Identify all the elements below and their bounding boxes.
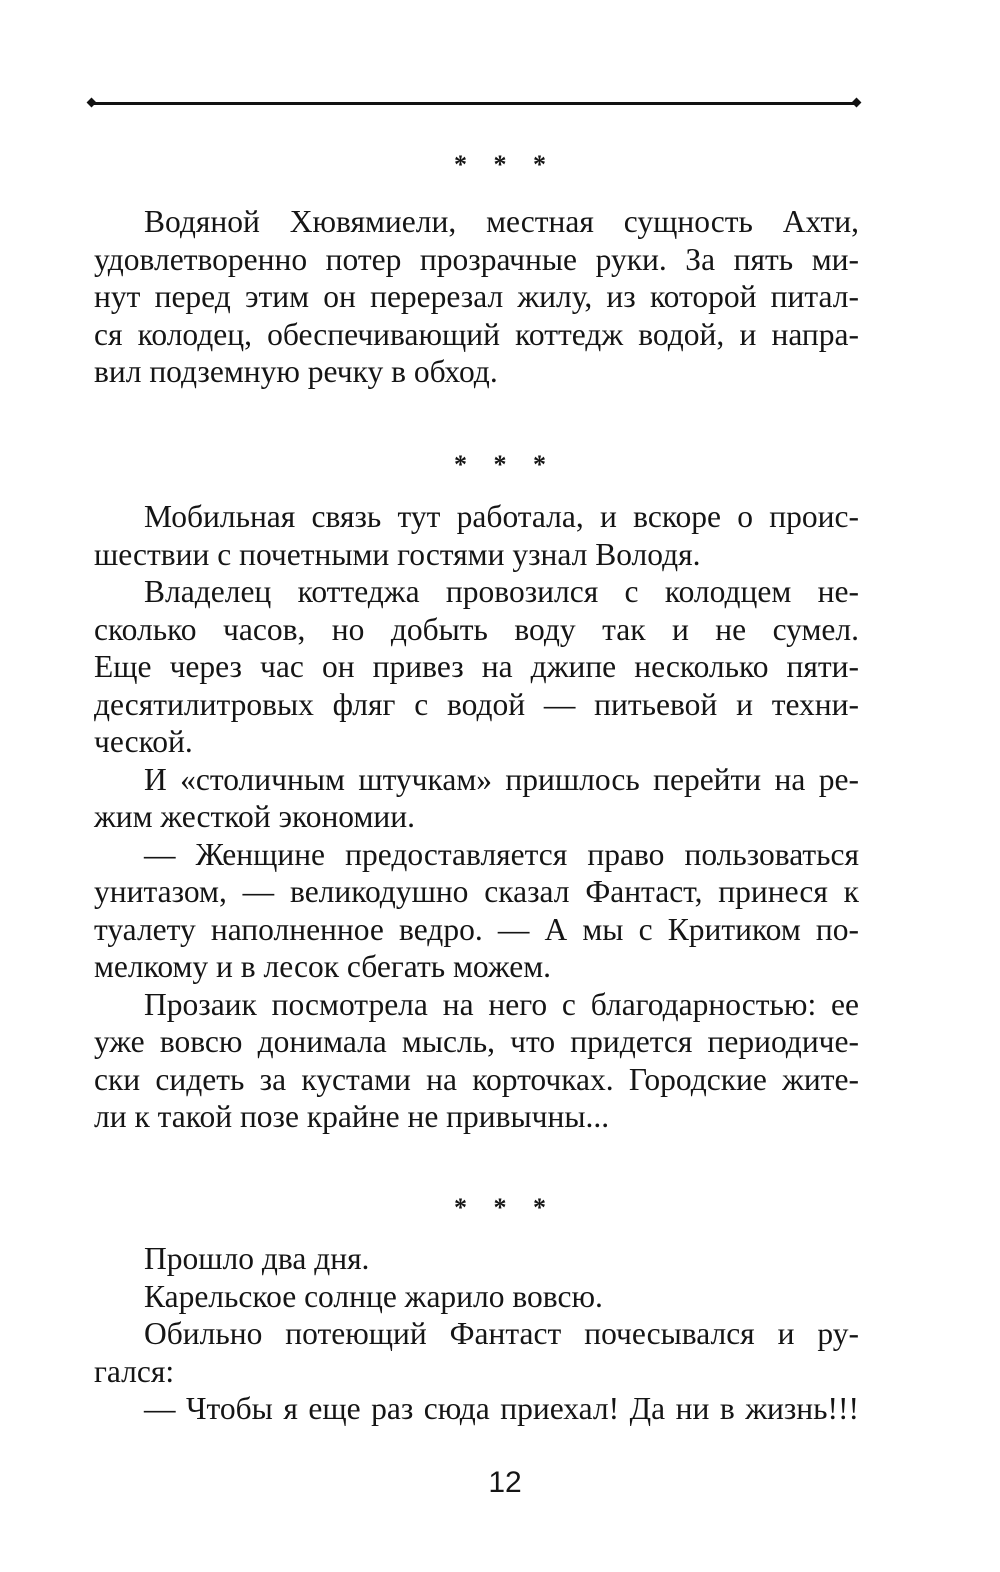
text-line: ли к такой позе крайне не привычны...: [94, 1099, 610, 1134]
text-line: сколько часов, но добыть воду так и не сумел.: [94, 611, 859, 647]
text-line: И «столичным штучкам» пришлось перейти на ре-: [144, 761, 859, 797]
text-line: удовлетворенно потер прозрачные руки. За пять ми-: [94, 241, 859, 277]
text-line: Обильно потеющий Фантаст почесывался и ру-: [144, 1316, 859, 1351]
text-line: Прозаик посмотрела на него с благодарностью: ее: [144, 986, 859, 1022]
text-line: — Чтобы я еще раз сюда приехал! Да ни в жизнь!!!: [144, 1391, 859, 1426]
section-3-text: [94, 1240, 859, 1428]
text-line: Еще через час он привез на джипе несколько пяти-: [94, 649, 859, 684]
section-separator-1: * * *: [454, 150, 556, 179]
text-line: — Женщине предоставляется право пользоваться: [144, 836, 859, 872]
text-line: ски сидеть за кустами на корточках. Городские жите-: [94, 1061, 859, 1097]
text-line: жим жесткой экономии.: [94, 799, 415, 834]
text-line: Прошло два дня.: [144, 1241, 370, 1276]
text-line: Владелец коттеджа провозился с колодцем не-: [144, 574, 859, 609]
text-line: ческой.: [94, 724, 193, 759]
text-line: Мобильная связь тут работала, и вскоре о проис-: [144, 499, 859, 534]
text-line: Карельское солнце жарило вовсю.: [144, 1278, 603, 1314]
text-line: шествии с почетными гостями узнал Володя.: [94, 536, 701, 572]
text-line: уже вовсю донимала мысль, что придется периодиче-: [94, 1024, 859, 1059]
text-line: нут перед этим он перерезал жилу, из которой питал-: [94, 279, 859, 314]
text-line: гался:: [94, 1353, 175, 1389]
text-line: ся колодец, обеспечивающий коттедж водой, и напра-: [94, 316, 859, 352]
text-line: мелкому и в лесок сбегать можем.: [94, 949, 552, 984]
text-line: унитазом, — великодушно сказал Фантаст, принеся к: [94, 874, 859, 909]
text-line: вил подземную речку в обход.: [94, 354, 498, 389]
page-number: 12: [488, 1466, 522, 1499]
section-separator-2: * * *: [454, 450, 556, 479]
text-line: Водяной Хювямиели, местная сущность Ахти,: [144, 204, 859, 239]
section-separator-3: * * *: [454, 1193, 556, 1222]
header-rule: [94, 102, 854, 105]
section-1-text: [94, 203, 859, 391]
text-line: туалету наполненное ведро. — А мы с Критиком по-: [94, 911, 859, 947]
text-line: десятилитровых фляг с водой — питьевой и техни-: [94, 686, 859, 722]
section-2-text: [94, 498, 859, 1136]
